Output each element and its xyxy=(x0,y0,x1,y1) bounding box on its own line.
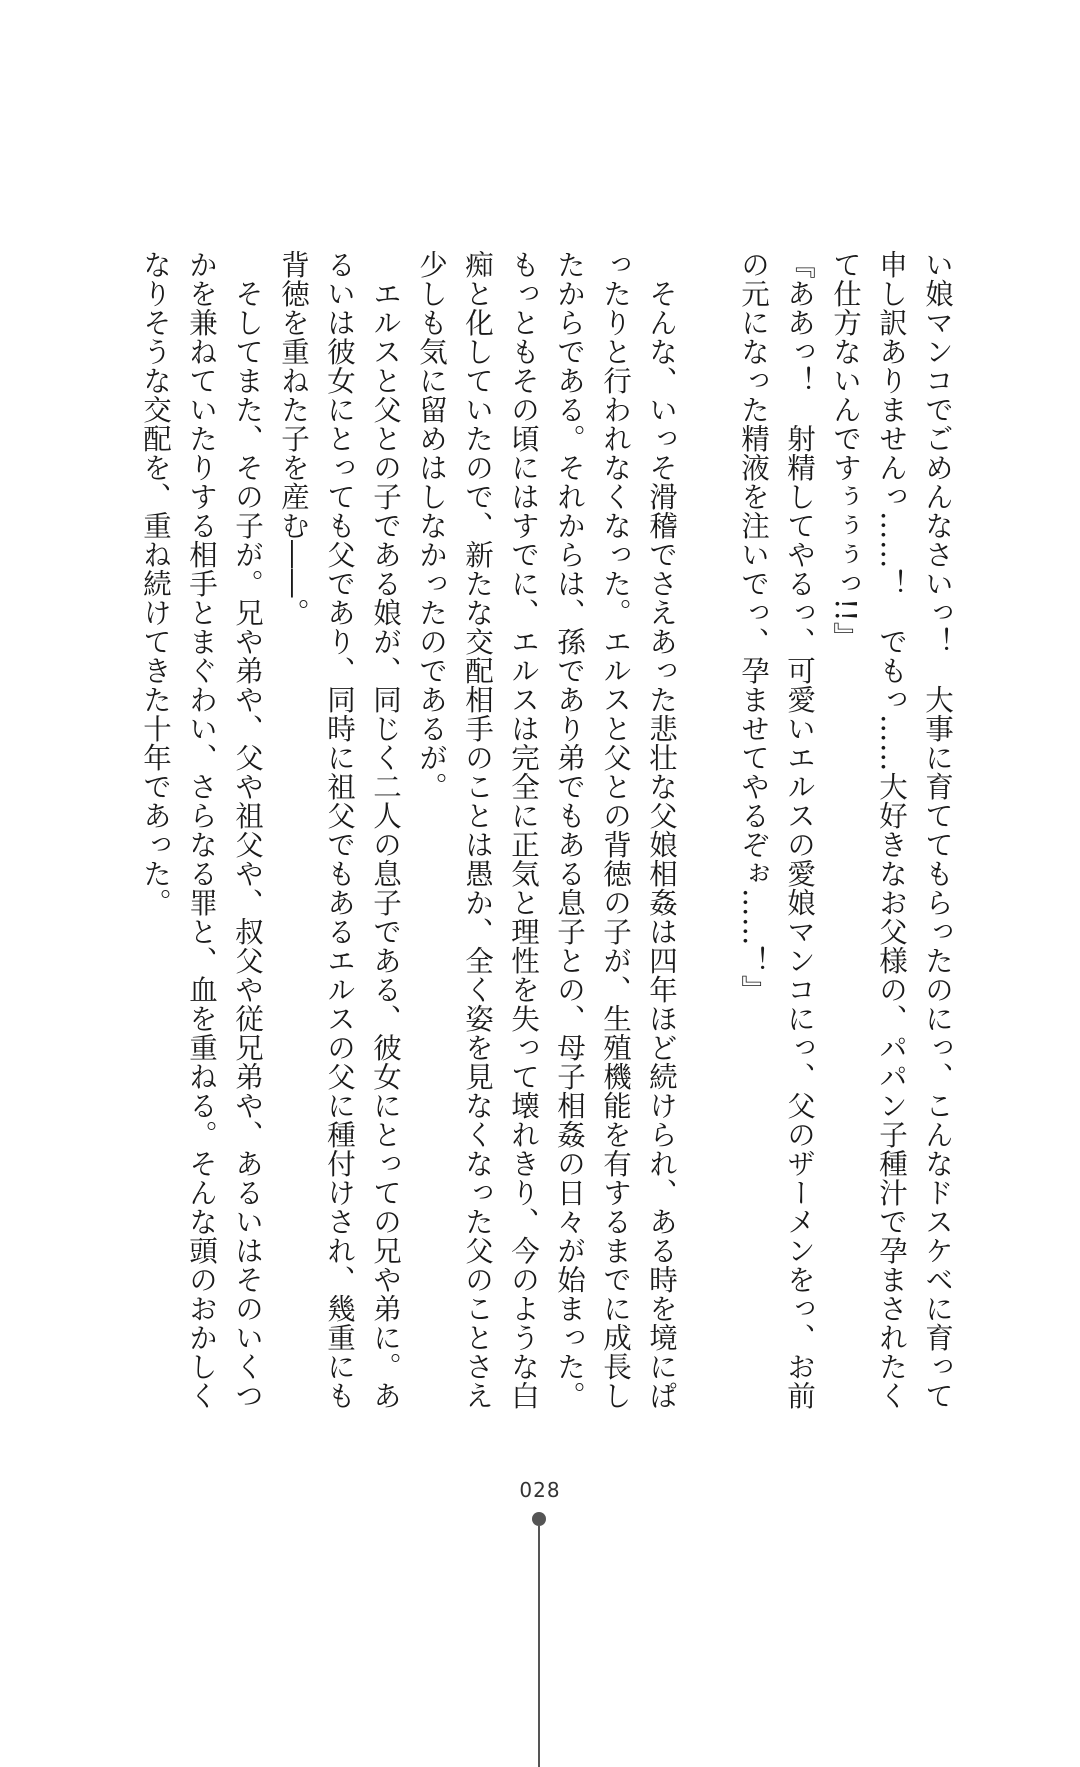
text-line: 『ああっ！ 射精してやるっ、可愛いエルスの愛娘マンコにっ、父のザーメンをっ、お前 xyxy=(783,250,816,1410)
text-line: そんな、いっそ滑稽でさえあった悲壮な父娘相姦は四年ほど続けられ、ある時を境にぱ xyxy=(645,250,678,1410)
text-line: 痴と化していたので、新たな交配相手のことは愚か、全く姿を見なくなった父のことさえ xyxy=(461,250,494,1410)
text-line: て仕方ないんですぅぅぅっ!!』 xyxy=(829,250,862,651)
text-line: 少しも気に留めはしなかったのであるが。 xyxy=(415,250,448,801)
text-line: ったりと行われなくなった。エルスと父との背徳の子が、生殖機能を有するまでに成長し xyxy=(599,250,632,1410)
text-line: の元になった精液を注いでっ、孕ませてやるぞぉ……！』 xyxy=(737,250,770,1004)
text-line: エルスと父との子である娘が、同じく二人の息子である、彼女にとっての兄や弟に。あ xyxy=(369,250,402,1410)
text-line: 背徳を重ねた子を産む――。 xyxy=(277,250,310,627)
text-line: たからである。それからは、孫であり弟でもある息子との、母子相姦の日々が始まった。 xyxy=(553,250,586,1410)
text-line: かを兼ねていたりする相手とまぐわい、さらなる罪と、血を重ねる。そんな頭のおかしく xyxy=(185,250,218,1410)
blank-line xyxy=(684,250,730,1450)
text-line: そしてまた、その子が。兄や弟や、父や祖父や、叔父や従兄弟や、あるいはそのいくつ xyxy=(231,250,264,1410)
text-line: なりそうな交配を、重ね続けてきた十年であった。 xyxy=(139,250,172,917)
text-line: もっともその頃にはすでに、エルスは完全に正気と理性を失って壊れきり、今のような白 xyxy=(507,250,540,1410)
text-line: るいは彼女にとっても父であり、同時に祖父でもあるエルスの父に種付けされ、幾重にも xyxy=(323,250,356,1410)
text-line: 申し訳ありませんっ……！ でもっ……大好きなお父様の、パパン子種汁で孕まされたく xyxy=(875,250,908,1410)
folio-line xyxy=(538,1526,540,1767)
body-text xyxy=(120,250,960,1450)
text-line: い娘マンコでごめんなさいっ！ 大事に育ててもらったのにっ、こんなドスケベに育って xyxy=(921,250,954,1410)
folio-dot xyxy=(532,1512,546,1526)
page-number: 028 xyxy=(519,1478,561,1502)
